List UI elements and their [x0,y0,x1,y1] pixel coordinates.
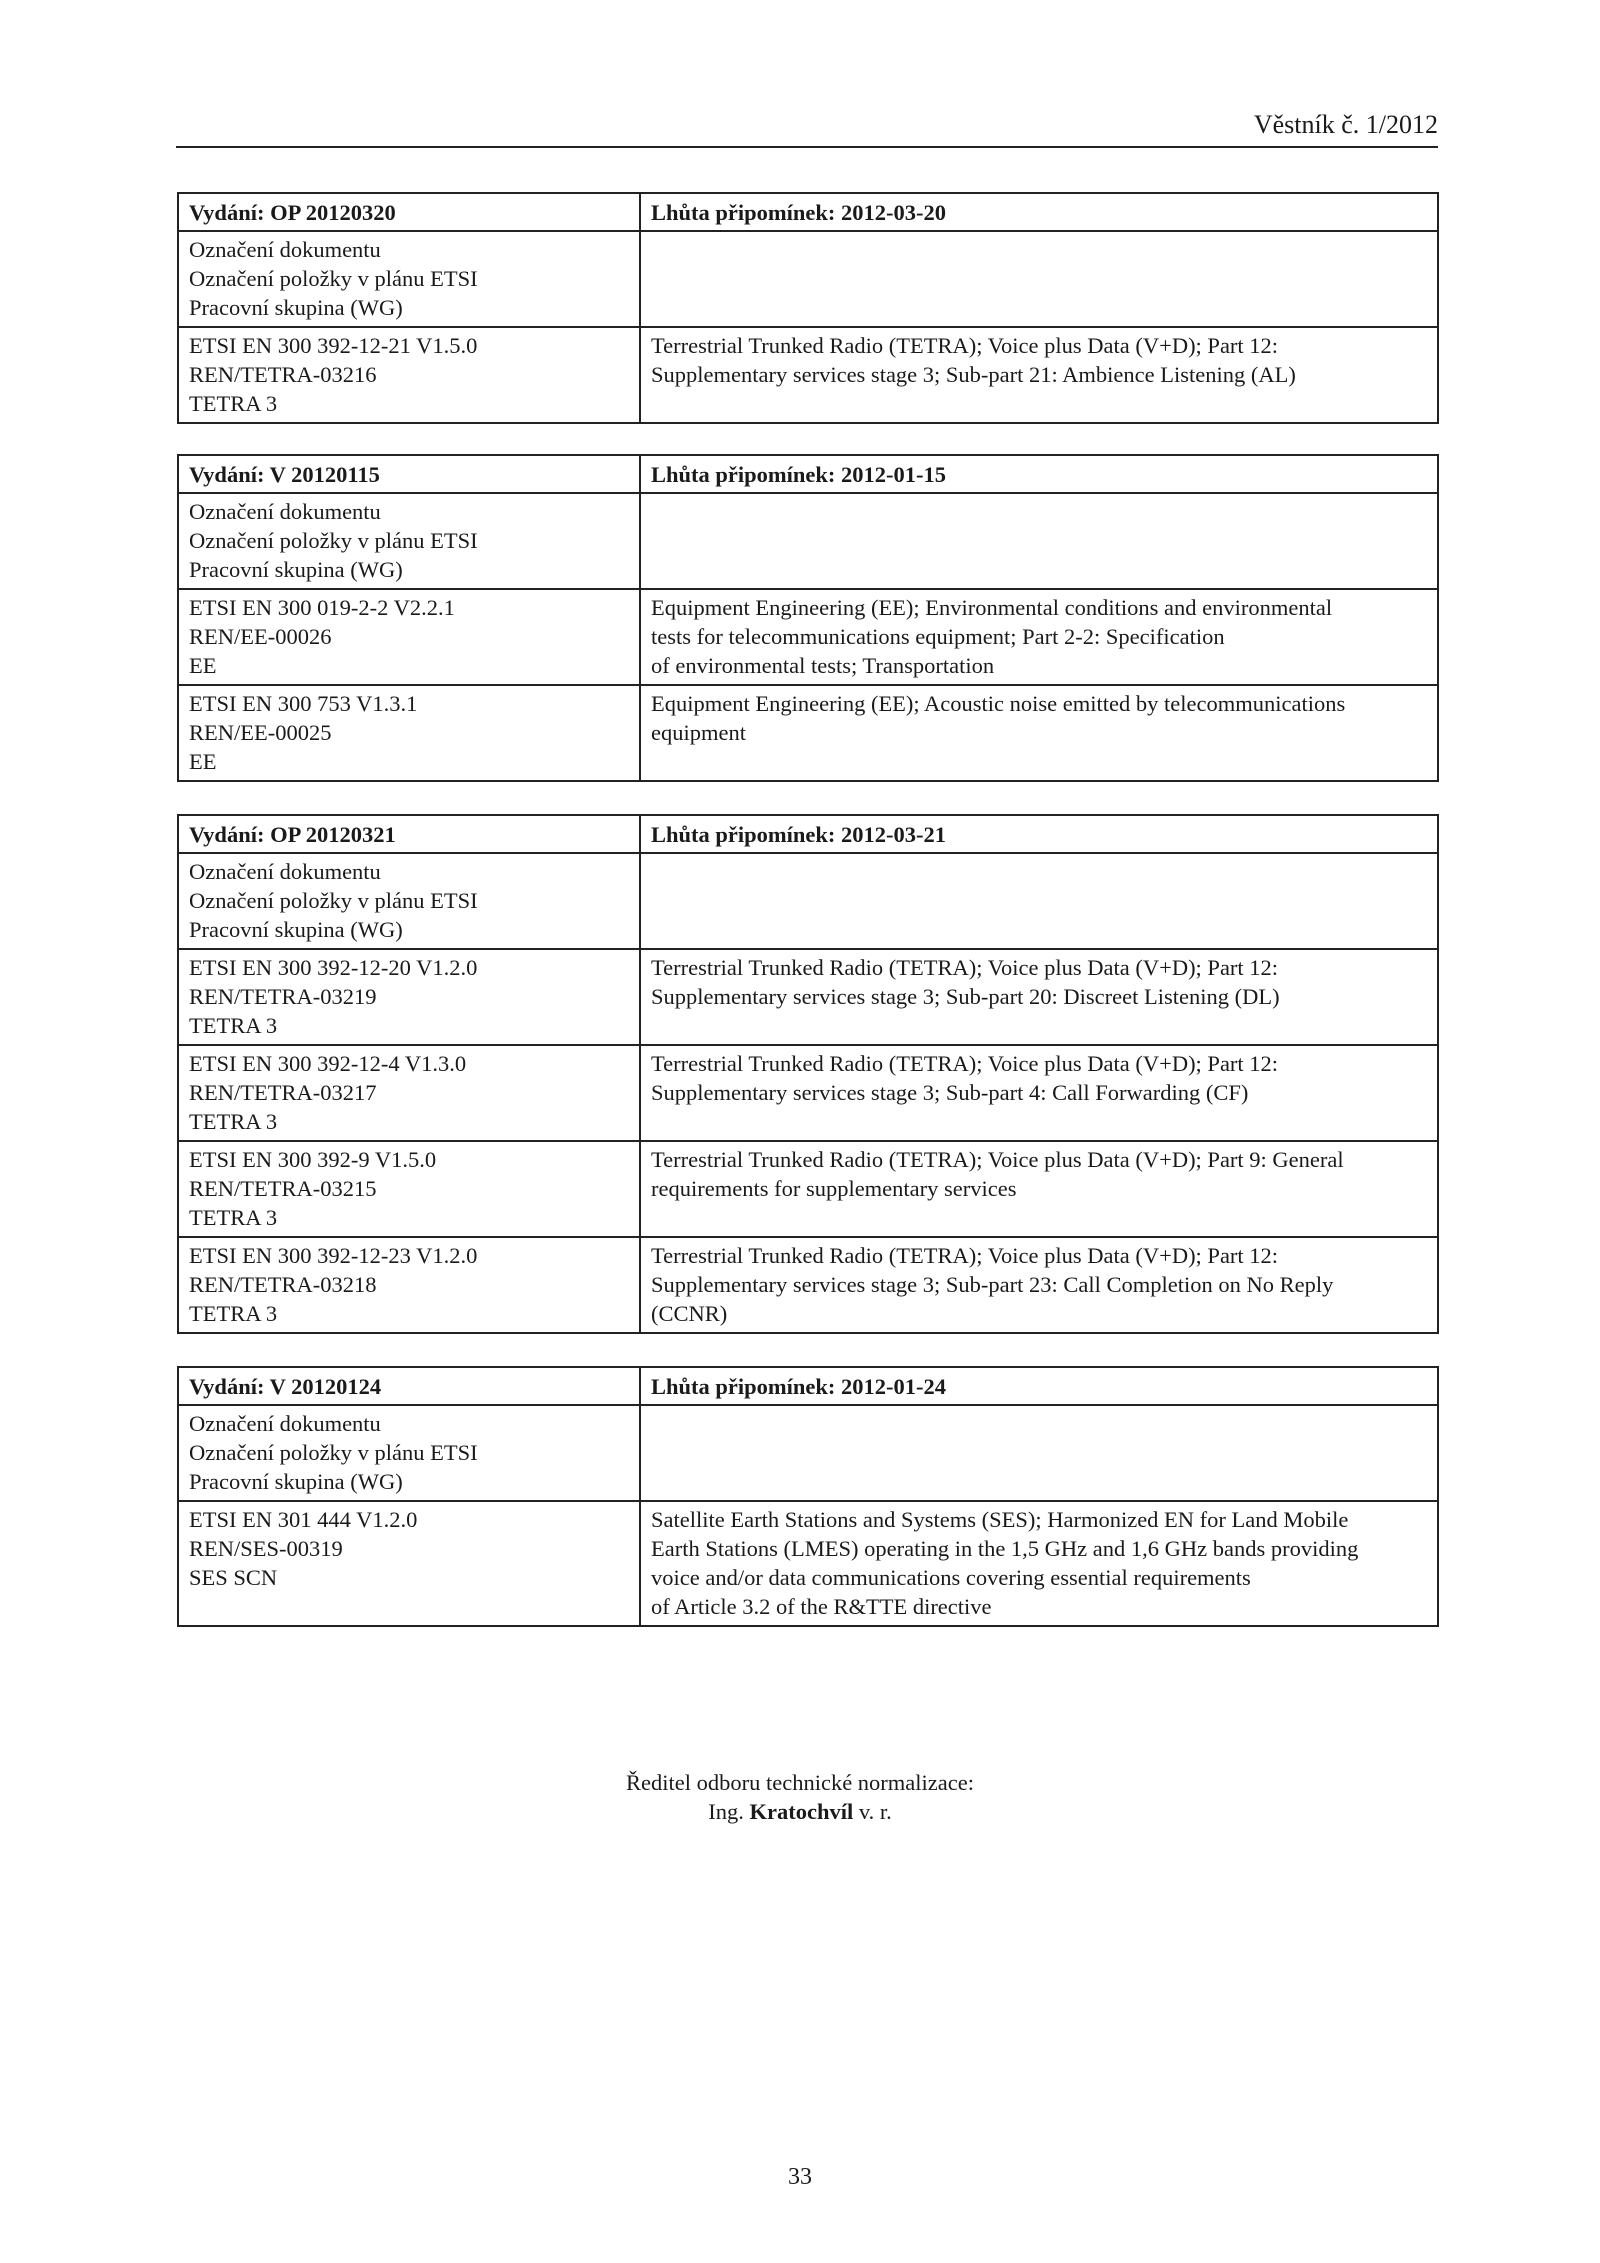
title-line: Terrestrial Trunked Radio (TETRA); Voice plus Data (V+D); Part 9: General [651,1147,1344,1172]
working-group: EE [189,653,217,678]
document-row [178,1501,1438,1626]
work-item-code: REN/TETRA-03218 [189,1272,377,1297]
document-id [178,1237,640,1333]
working-group: TETRA 3 [189,1109,278,1134]
comment-deadline: Lhůta připomínek: 2012-01-15 [640,455,1438,493]
document-code: ETSI EN 301 444 V1.2.0 [189,1507,418,1532]
title-line: voice and/or data communications covering essential requirements [651,1565,1251,1590]
document-id [178,327,640,423]
working-group: TETRA 3 [189,1013,278,1038]
edition-number: Vydání: V 20120115 [178,455,640,493]
working-group: EE [189,749,217,774]
document-id [178,949,640,1045]
title-line: equipment [651,720,746,745]
label-working-group: Pracovní skupina (WG) [189,295,403,320]
label-document-designation: Označení dokumentu [189,859,381,884]
title-line: Terrestrial Trunked Radio (TETRA); Voice plus Data (V+D); Part 12: [651,333,1279,358]
document-code: ETSI EN 300 753 V1.3.1 [189,691,418,716]
comment-deadline: Lhůta připomínek: 2012-01-24 [640,1367,1438,1405]
signature-name: Kratochvíl [749,1799,854,1824]
title-line: of Article 3.2 of the R&TTE directive [651,1594,992,1619]
title-line: (CCNR) [651,1301,728,1326]
meta-empty-cell [640,493,1438,589]
document-code: ETSI EN 300 392-12-4 V1.3.0 [189,1051,467,1076]
working-group: TETRA 3 [189,391,278,416]
comment-deadline: Lhůta připomínek: 2012-03-21 [640,815,1438,853]
signature-name-line [0,1797,1600,1826]
edition-number: Vydání: OP 20120321 [178,815,640,853]
work-item-code: REN/TETRA-03216 [189,362,377,387]
label-etsi-plan-item: Označení položky v plánu ETSI [189,888,478,913]
title-line: Supplementary services stage 3; Sub-part 4: Call Forwarding (CF) [651,1080,1249,1105]
title-line: Satellite Earth Stations and Systems (SES); Harmonized EN for Land Mobile [651,1507,1349,1532]
title-line: of environmental tests; Transportation [651,653,995,678]
label-etsi-plan-item: Označení položky v plánu ETSI [189,528,478,553]
title-line: requirements for supplementary services [651,1176,1017,1201]
page-number: 33 [788,2164,812,2190]
working-group: TETRA 3 [189,1301,278,1326]
title-line: Equipment Engineering (EE); Acoustic noise emitted by telecommunications [651,691,1346,716]
edition-header-row [178,815,1438,853]
document-title [640,1237,1438,1333]
document-row [178,1237,1438,1333]
document-title [640,1045,1438,1141]
comment-deadline: Lhůta připomínek: 2012-03-20 [640,193,1438,231]
document-id [178,1045,640,1141]
document-title [640,685,1438,781]
label-working-group: Pracovní skupina (WG) [189,557,403,582]
header-title: Věstník č. 1/2012 [1253,110,1438,139]
meta-labels [178,231,640,327]
edition-header-row [178,1367,1438,1405]
document-code: ETSI EN 300 392-9 V1.5.0 [189,1147,437,1172]
document-code: ETSI EN 300 019-2-2 V2.2.1 [189,595,455,620]
title-line: Supplementary services stage 3; Sub-part 23: Call Completion on No Reply [651,1272,1334,1297]
edition-header-row [178,455,1438,493]
work-item-code: REN/EE-00025 [189,720,332,745]
document-row [178,327,1438,423]
label-etsi-plan-item: Označení položky v plánu ETSI [189,1440,478,1465]
document-id [178,685,640,781]
work-item-code: REN/TETRA-03215 [189,1176,377,1201]
document-id [178,1501,640,1626]
title-line: Earth Stations (LMES) operating in the 1,5 GHz and 1,6 GHz bands providing [651,1536,1359,1561]
edition-number: Vydání: OP 20120320 [178,193,640,231]
meta-labels [178,1405,640,1501]
document-id [178,589,640,685]
edition-number: Vydání: V 20120124 [178,1367,640,1405]
meta-empty-cell [640,231,1438,327]
meta-labels [178,853,640,949]
label-document-designation: Označení dokumentu [189,499,381,524]
work-item-code: REN/TETRA-03217 [189,1080,377,1105]
meta-labels-row [178,231,1438,327]
document-title [640,949,1438,1045]
work-item-code: REN/SES-00319 [189,1536,343,1561]
title-line: tests for telecommunications equipment; Part 2-2: Specification [651,624,1225,649]
document-row [178,1045,1438,1141]
work-item-code: REN/EE-00026 [189,624,332,649]
meta-empty-cell [640,853,1438,949]
meta-labels [178,493,640,589]
edition-table [177,192,1439,424]
signature-suffix: v. r. [858,1799,892,1824]
document-row [178,685,1438,781]
title-line: Equipment Engineering (EE); Environmental conditions and environmental [651,595,1333,620]
document-row [178,589,1438,685]
title-line: Terrestrial Trunked Radio (TETRA); Voice plus Data (V+D); Part 12: [651,1051,1279,1076]
document-row [178,1141,1438,1237]
label-document-designation: Označení dokumentu [189,1411,381,1436]
document-code: ETSI EN 300 392-12-20 V1.2.0 [189,955,478,980]
document-id [178,1141,640,1237]
document-title [640,1501,1438,1626]
document-title [640,589,1438,685]
title-line: Terrestrial Trunked Radio (TETRA); Voice plus Data (V+D); Part 12: [651,955,1279,980]
signature-prefix: Ing. [708,1799,744,1824]
signature-role: Ředitel odboru technické normalizace: [626,1770,974,1795]
working-group: SES SCN [189,1565,278,1590]
document-title [640,327,1438,423]
label-document-designation: Označení dokumentu [189,237,381,262]
document-code: ETSI EN 300 392-12-23 V1.2.0 [189,1243,478,1268]
edition-table [177,454,1439,782]
label-working-group: Pracovní skupina (WG) [189,1469,403,1494]
title-line: Supplementary services stage 3; Sub-part 21: Ambience Listening (AL) [651,362,1296,387]
title-line: Supplementary services stage 3; Sub-part 20: Discreet Listening (DL) [651,984,1280,1009]
document-row [178,949,1438,1045]
label-etsi-plan-item: Označení položky v plánu ETSI [189,266,478,291]
edition-header-row [178,193,1438,231]
document-code: ETSI EN 300 392-12-21 V1.5.0 [189,333,478,358]
meta-empty-cell [640,1405,1438,1501]
document-title [640,1141,1438,1237]
page-header [176,110,1438,148]
edition-table [177,814,1439,1334]
work-item-code: REN/TETRA-03219 [189,984,377,1009]
meta-labels-row [178,493,1438,589]
working-group: TETRA 3 [189,1205,278,1230]
edition-table [177,1366,1439,1627]
title-line: Terrestrial Trunked Radio (TETRA); Voice plus Data (V+D); Part 12: [651,1243,1279,1268]
label-working-group: Pracovní skupina (WG) [189,917,403,942]
meta-labels-row [178,853,1438,949]
meta-labels-row [178,1405,1438,1501]
